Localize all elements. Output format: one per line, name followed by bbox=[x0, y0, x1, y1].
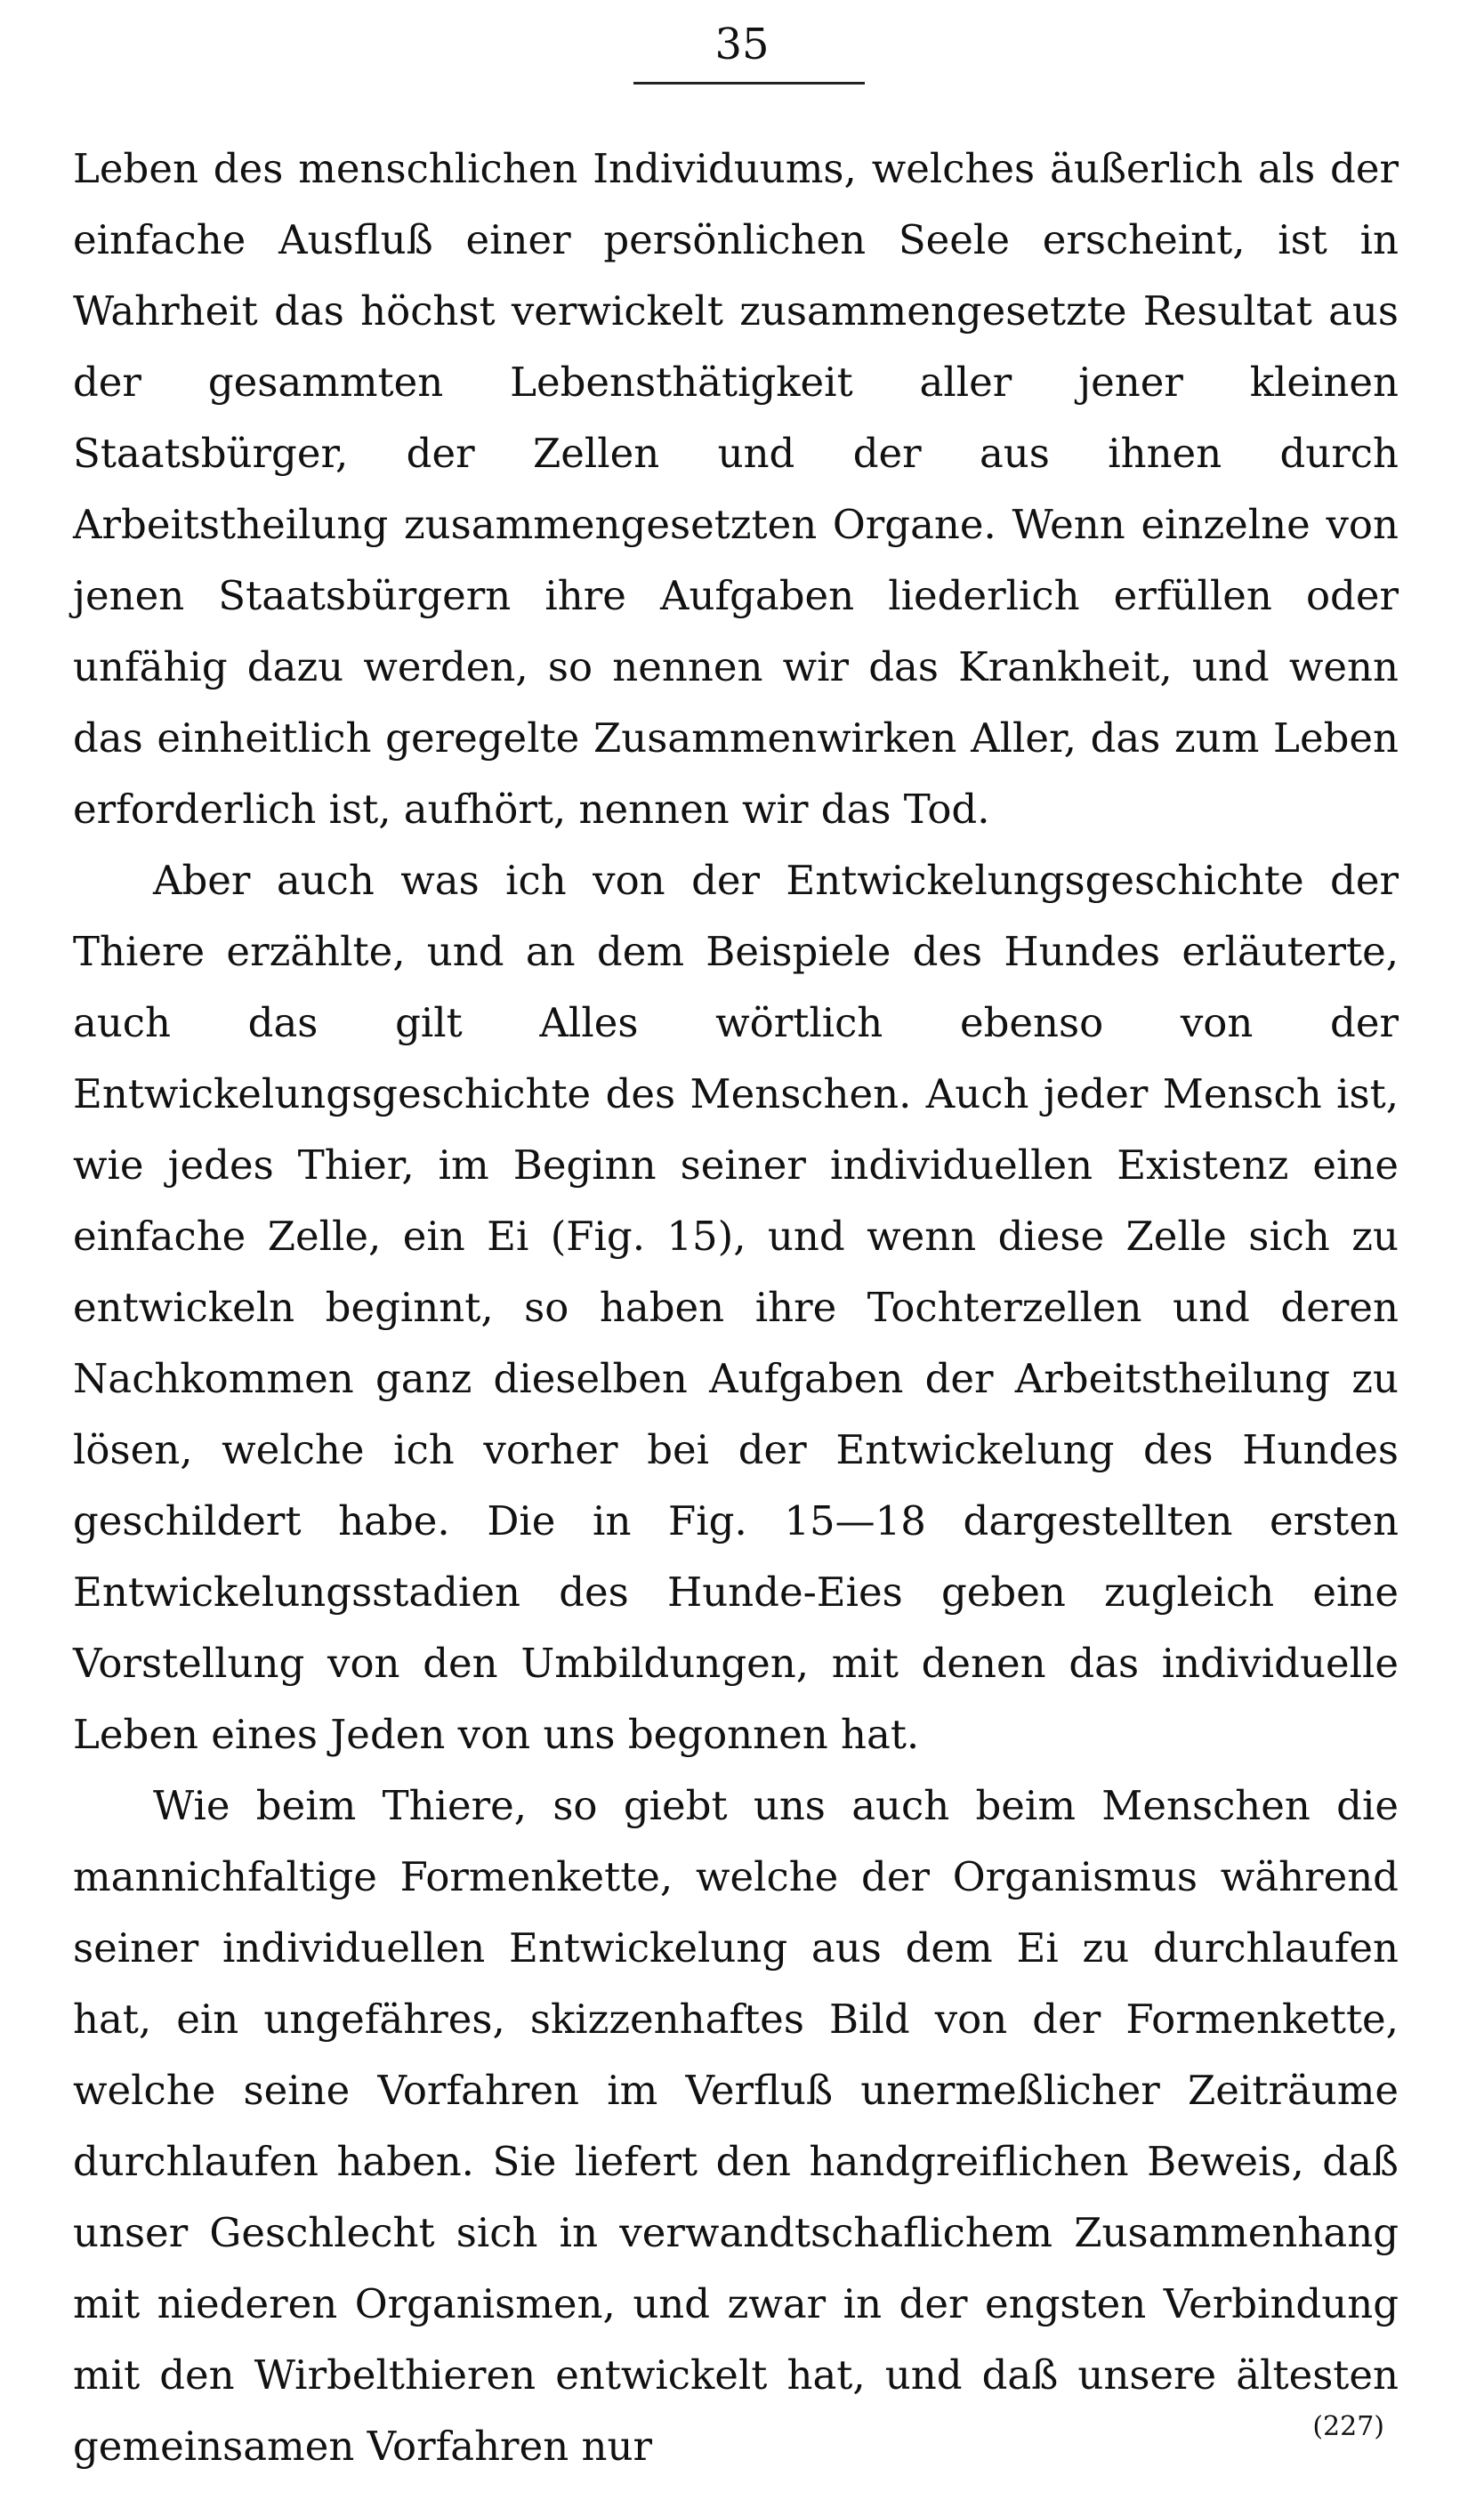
signature-mark: (227) bbox=[1312, 2411, 1384, 2442]
page-number: 35 bbox=[714, 20, 770, 69]
paragraph-1: Leben des menschlichen Individuums, welches äußerlich als der einfache Ausfluß einer persönlichen Seele erscheint, ist in Wahrheit das höchst verwickelt zusammengesetzte Resultat aus der gesammten Lebensthätigkeit aller jener kleinen Staatsbürger, der Zellen und der aus ihnen durch Arbeitstheilung zusammengesetzten Organe. Wenn einzelne von jenen Staatsbürgern ihre Aufgaben liederlich erfüllen oder unfähig dazu werden, so nennen wir das Krankheit, und wenn das einheitlich geregelte Zusammenwirken Aller, das zum Leben erforderlich ist, aufhört, nennen wir das Tod. bbox=[73, 145, 1399, 833]
paragraph-2: Aber auch was ich von der Entwickelungsgeschichte der Thiere erzählte, und an dem Beispiele des Hundes erläuterte, auch das gilt Alles wörtlich ebenso von der Entwickelungsgeschichte des Menschen. Auch jeder Mensch ist, wie jedes Thier, im Beginn seiner individuellen Existenz eine einfache Zelle, ein Ei (Fig. 15), und wenn diese Zelle sich zu entwickeln beginnt, so haben ihre Tochterzellen und deren Nachkommen ganz dieselben Aufgaben der Arbeitstheilung zu lösen, welche ich vorher bei der Entwickelung des Hundes geschildert habe. Die in Fig. 15—18 dargestellten ersten Entwickelungsstadien des Hunde-Eies geben zugleich eine Vorstellung von den Umbildungen, mit denen das individuelle Leben eines Jeden von uns begonnen hat. bbox=[73, 857, 1399, 1758]
body-text bbox=[73, 133, 1399, 2482]
header-rule bbox=[633, 82, 865, 85]
paragraph-3: Wie beim Thiere, so giebt uns auch beim Menschen die mannichfaltige Formenkette, welche der Organismus während seiner individuellen Entwickelung aus dem Ei zu durchlaufen hat, ein ungefähres, skizzenhaftes Bild von der Formenkette, welche seine Vorfahren im Verfluß unermeßlicher Zeiträume durchlaufen haben. Sie liefert den handgreiflichen Beweis, daß unser Geschlecht sich in verwandtschaflichem Zusammenhang mit niederen Organismen, und zwar in der engsten Verbindung mit den Wirbelthieren entwickelt hat, und daß unsere ältesten gemeinsamen Vorfahren nur bbox=[73, 1782, 1399, 2470]
